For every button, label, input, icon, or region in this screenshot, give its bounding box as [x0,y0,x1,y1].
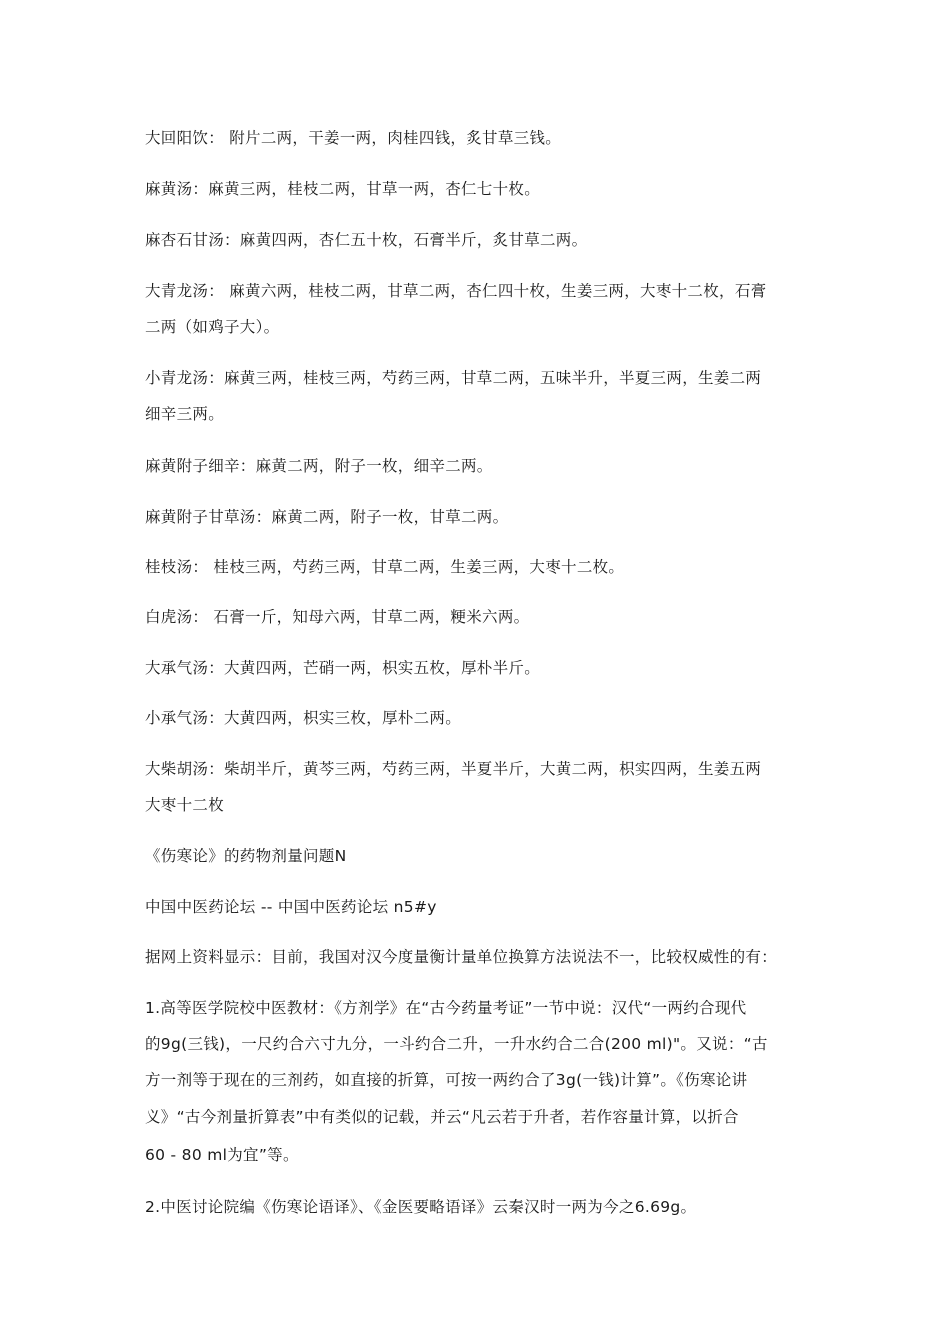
formula-da-chai-hu-tang-line2: 大枣十二枚 [145,796,225,814]
formula-da-qing-long-tang-line2: 二两（如鸡子大）。 [145,318,280,336]
item-1-line3: 方一剂等于现在的三剂药，如直接的折算，可按一两约合了3g(一钱)计算”。《伤寒论讲 [145,1071,748,1089]
formula-ma-xing-shi-gan-tang: 麻杏石甘汤：麻黄四两，杏仁五十枚，石膏半斤，炙甘草二两。 [145,231,588,249]
formula-xiao-qing-long-tang-line2: 细辛三两。 [145,405,225,423]
formula-ma-huang-tang: 麻黄汤：麻黄三两，桂枝二两，甘草一两，杏仁七十枚。 [145,180,541,198]
formula-gui-zhi-tang: 桂枝汤： 桂枝三两，芍药三两，甘草二两，生姜三两，大枣十二枚。 [145,558,625,576]
item-1-line4: 义》“古今剂量折算表”中有类似的记载，并云“凡云若于升者，若作容量计算，以折合 [145,1108,739,1126]
formula-da-chai-hu-tang-line1: 大柴胡汤：柴胡半斤，黄芩三两，芍药三两，半夏半斤，大黄二两，枳实四两，生姜五两 [145,760,762,778]
item-1-line5: 60 - 80 ml为宜”等。 [145,1146,299,1164]
item-1-line1: 1.高等医学院校中医教材：《方剂学》在“古今药量考证”一节中说：汉代“一两约合现代 [145,999,747,1017]
formula-ma-huang-fu-zi-xi-xin: 麻黄附子细辛：麻黄二两，附子一枚，细辛二两。 [145,457,493,475]
formula-ma-huang-fu-zi-gan-cao-tang: 麻黄附子甘草汤：麻黄二两，附子一枚，甘草二两。 [145,508,509,526]
formula-xiao-cheng-qi-tang: 小承气汤：大黄四两，枳实三枚，厚朴二两。 [145,709,462,727]
formula-xiao-qing-long-tang-line1: 小青龙汤：麻黄三两，桂枝三两，芍药三两，甘草二两，五味半升，半夏三两，生姜二两 [145,369,762,387]
section-heading: 《伤寒论》的药物剂量问题N [145,847,347,865]
item-2: 2.中医讨论院编《伤寒论语译》、《金医要略语译》云秦汉时一两为今之6.69g。 [145,1198,697,1216]
forum-source-line: 中国中医药论坛 -- 中国中医药论坛 n5#y [145,898,437,916]
formula-da-cheng-qi-tang: 大承气汤：大黄四两，芒硝一两，枳实五枚，厚朴半斤。 [145,659,541,677]
formula-bai-hu-tang: 白虎汤： 石膏一斤，知母六两，甘草二两，粳米六两。 [145,608,530,626]
item-1-line2: 的9g(三钱)，一尺约合六寸九分，一斗约合二升，一升水约合二合(200 ml)"。又说：“古 [145,1035,768,1053]
formula-da-qing-long-tang-line1: 大青龙汤： 麻黄六两，桂枝二两，甘草二两，杏仁四十枚，生姜三两，大枣十二枚，石膏 [145,282,767,300]
intro-paragraph: 据网上资料显示：目前，我国对汉今度量衡计量单位换算方法说法不一，比较权威性的有： [145,948,778,966]
formula-da-hui-yang-yin: 大回阳饮： 附片二两，干姜一两，肉桂四钱，炙甘草三钱。 [145,129,562,147]
